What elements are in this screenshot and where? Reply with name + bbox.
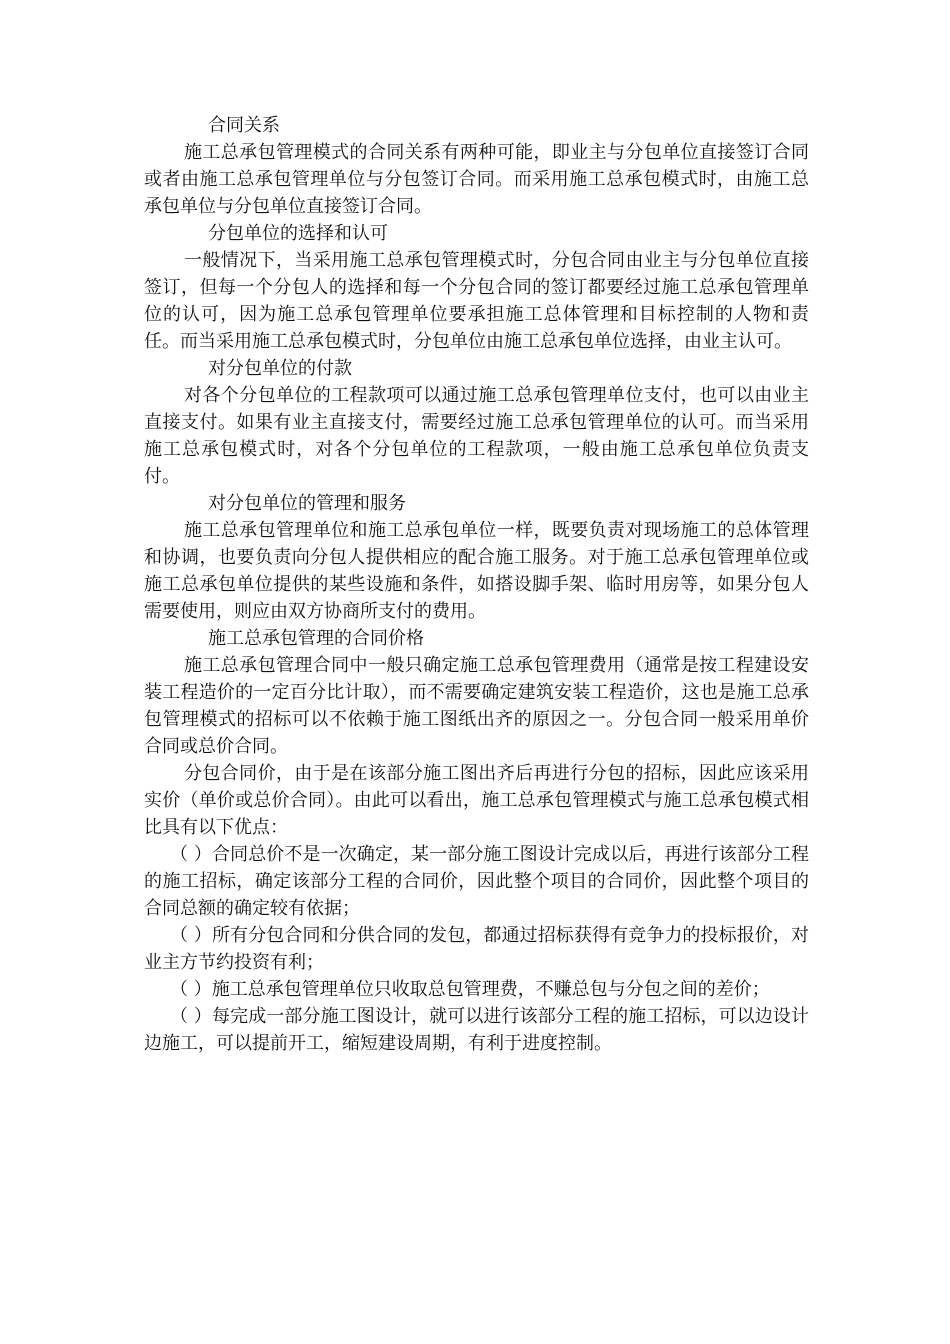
section-heading: 对分包单位的付款 <box>208 358 352 379</box>
body-paragraph: 施工总承包管理合同中一般只确定施工总承包管理费用（通常是按工程建设安装工程造价的一定百分比计取），而不需要确定建筑安装工程造价，这也是施工总承包管理模式的招标可以不依赖于施工图纸出齐的原因之一。分包合同一般采用单价合同或总价合同。 <box>144 655 809 757</box>
body-paragraph: 施工总承包管理单位和施工总承包单位一样，既要负责对现场施工的总体管理和协调，也要负责向分包人提供相应的配合施工服务。对于施工总承包管理单位或施工总承包单位提供的某些设施和条件，如搭设脚手架、临时用房等，如果分包人需要使用，则应由双方协商所支付的费用。 <box>144 520 809 622</box>
list-item: （ ）所有分包合同和分供合同的发包，都通过招标获得有竞争力的投标报价，对业主方节约投资有利； <box>144 925 809 973</box>
section-heading: 分包单位的选择和认可 <box>208 223 388 244</box>
section-heading: 对分包单位的管理和服务 <box>208 493 406 514</box>
body-paragraph: 对各个分包单位的工程款项可以通过施工总承包管理单位支付，也可以由业主直接支付。如果有业主直接支付，需要经过施工总承包管理单位的认可。而当采用施工总承包模式时，对各个分包单位的工程款项，一般由施工总承包单位负责支付。 <box>144 385 809 487</box>
section-heading: 施工总承包管理的合同价格 <box>208 628 424 649</box>
section-contract-price <box>144 625 809 841</box>
section-contract-relationship <box>144 112 809 220</box>
advantages-list <box>144 841 809 1057</box>
section-subcontractor-selection <box>144 220 809 355</box>
document-page <box>144 112 809 1057</box>
list-item: （ ）施工总承包管理单位只收取总包管理费，不赚总包与分包之间的差价； <box>170 979 770 1000</box>
body-paragraph: 一般情况下，当采用施工总承包管理模式时，分包合同由业主与分包单位直接签订，但每一个分包人的选择和每一个分包合同的签订都要经过施工总承包管理单位的认可，因为施工总承包管理单位要承担施工总体管理和目标控制的人物和责任。而当采用施工总承包模式时，分包单位由施工总承包单位选择，由业主认可。 <box>144 250 809 352</box>
body-paragraph: 施工总承包管理模式的合同关系有两种可能，即业主与分包单位直接签订合同或者由施工总承包管理单位与分包签订合同。而采用施工总承包模式时，由施工总承包单位与分包单位直接签订合同。 <box>144 142 809 217</box>
section-heading: 合同关系 <box>208 115 280 136</box>
body-paragraph: 分包合同价，由于是在该部分施工图出齐后再进行分包的招标，因此应该采用实价（单价或总价合同）。由此可以看出，施工总承包管理模式与施工总承包模式相比具有以下优点： <box>144 763 809 838</box>
list-item: （ ）每完成一部分施工图设计，就可以进行该部分工程的施工招标，可以边设计边施工，可以提前开工，缩短建设周期，有利于进度控制。 <box>144 1006 809 1054</box>
section-subcontractor-payment <box>144 355 809 490</box>
list-item: （ ）合同总价不是一次确定，某一部分施工图设计完成以后，再进行该部分工程的施工招标，确定该部分工程的合同价，因此整个项目的合同价，因此整个项目的合同总额的确定较有依据； <box>144 844 809 919</box>
section-subcontractor-management <box>144 490 809 625</box>
